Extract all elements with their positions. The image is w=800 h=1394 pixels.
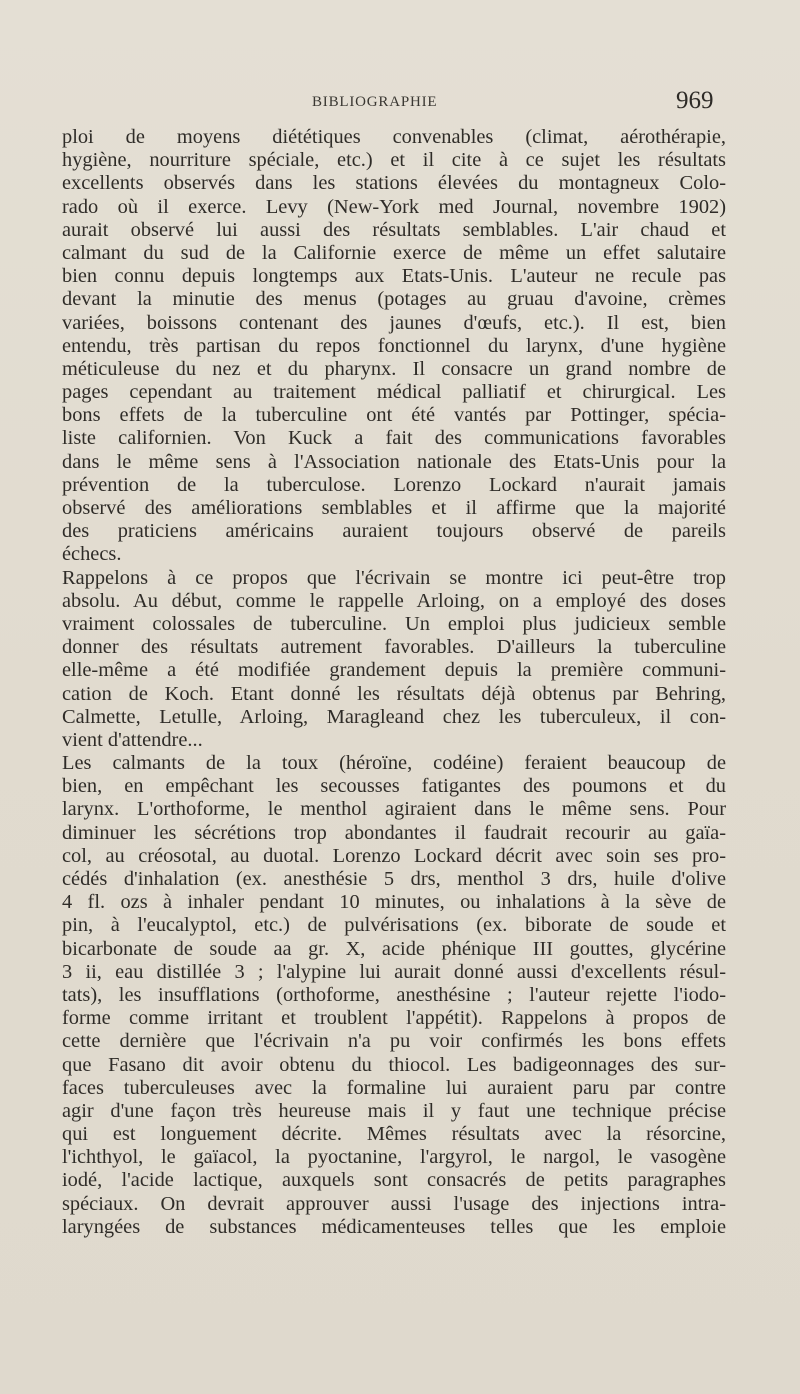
- body-text: [62, 126, 726, 1239]
- text-line: l'ichthyol, le gaïacol, la pyoctanine, l'argyrol, le nargol, le vasogène: [62, 1146, 726, 1169]
- text-line: devant la minutie des menus (potages au gruau d'avoine, crèmes: [62, 288, 726, 311]
- text-line: bicarbonate de soude aa gr. X, acide phénique III gouttes, glycérine: [62, 937, 726, 960]
- text-line: que Fasano dit avoir obtenu du thiocol. Les badigeonnages des sur-: [62, 1053, 726, 1076]
- text-line: hygiène, nourriture spéciale, etc.) et il cite à ce sujet les résultats: [62, 149, 726, 172]
- text-line: iodé, l'acide lactique, auxquels sont consacrés de petits paragraphes: [62, 1169, 726, 1192]
- page-number: 969: [676, 87, 714, 114]
- text-line: des praticiens américains auraient toujours observé de pareils: [62, 520, 726, 543]
- text-line: échecs.: [62, 543, 122, 566]
- text-line: col, au créosotal, au duotal. Lorenzo Lockard décrit avec soin ses pro-: [62, 844, 726, 867]
- text-line: cédés d'inhalation (ex. anesthésie 5 drs, menthol 3 drs, huile d'olive: [62, 868, 726, 890]
- text-line: pin, à l'eucalyptol, etc.) de pulvérisations (ex. biborate de soude et: [62, 914, 726, 937]
- text-line: qui est longuement décrite. Mêmes résultats avec la résorcine,: [62, 1123, 726, 1146]
- text-line: laryngées de substances médicamenteuses telles que les emploie: [62, 1215, 726, 1238]
- text-line: donner des résultats autrement favorables. D'ailleurs la tuberculine: [62, 636, 726, 659]
- text-line: absolu. Au début, comme le rappelle Arloing, on a employé des doses: [62, 589, 726, 612]
- text-line: diminuer les sécrétions trop abondantes il faudrait recourir au gaïa-: [62, 821, 726, 844]
- text-line: 4 fl. ozs à inhaler pendant 10 minutes, ou inhalations à la sève de: [62, 891, 726, 914]
- text-line: ploi de moyens diététiques convenables (climat, aérothérapie,: [62, 126, 726, 148]
- text-line: Rappelons à ce propos que l'écrivain se montre ici peut-être trop: [62, 566, 726, 589]
- text-line: Les calmants de la toux (héroïne, codéine) feraient beaucoup de: [62, 752, 726, 775]
- text-line: 3 ii, eau distillée 3 ; l'alypine lui aurait donné aussi d'excellents résul-: [62, 960, 726, 983]
- text-line: bien, en empêchant les secousses fatigantes des poumons et du: [62, 775, 726, 798]
- text-line: Calmette, Letulle, Arloing, Maragleand chez les tuberculeux, il con-: [62, 705, 726, 728]
- text-line: cation de Koch. Etant donné les résultats déjà obtenus par Behring,: [62, 682, 726, 705]
- running-head: [0, 88, 800, 116]
- text-line: bien connu depuis longtemps aux Etats-Unis. L'auteur ne recule pas: [62, 265, 726, 288]
- text-line: méticuleuse du nez et du pharynx. Il consacre un grand nombre de: [62, 357, 726, 380]
- text-line: vient d'attendre...: [62, 728, 203, 751]
- text-line: calmant du sud de la Californie exerce de même un effet salutaire: [62, 241, 726, 264]
- text-line: pages cependant au traitement médical palliatif et chirurgical. Les: [62, 381, 726, 404]
- text-line: spéciaux. On devrait approuver aussi l'usage des injections intra-: [62, 1192, 726, 1215]
- text-line: rado où il exerce. Levy (New-York med Journal, novembre 1902): [62, 195, 726, 218]
- text-line: cette dernière que l'écrivain n'a pu voir confirmés les bons effets: [62, 1030, 726, 1053]
- text-line: bons effets de la tuberculine ont été vantés par Pottinger, spécia-: [62, 404, 726, 427]
- text-line: liste californien. Von Kuck a fait des communications favorables: [62, 427, 726, 450]
- text-line: tats), les insufflations (orthoforme, anesthésine ; l'auteur rejette l'iodo-: [62, 983, 726, 1006]
- text-line: entendu, très partisan du repos fonctionnel du larynx, d'une hygiène: [62, 334, 726, 357]
- text-line: dans le même sens à l'Association nationale des Etats-Unis pour la: [62, 450, 726, 473]
- text-line: agir d'une façon très heureuse mais il y faut une technique précise: [62, 1099, 726, 1122]
- text-line: aurait observé lui aussi des résultats semblables. L'air chaud et: [62, 218, 726, 241]
- text-line: prévention de la tuberculose. Lorenzo Lockard n'aurait jamais: [62, 473, 726, 496]
- text-line: variées, boissons contenant des jaunes d'œufs, etc.). Il est, bien: [62, 311, 726, 334]
- text-line: faces tuberculeuses avec la formaline lui auraient paru par contre: [62, 1076, 726, 1099]
- text-line: elle-même a été modifiée grandement depuis la première communi-: [62, 659, 726, 682]
- text-line: vraiment colossales de tuberculine. Un emploi plus judicieux semble: [62, 612, 726, 635]
- running-title: BIBLIOGRAPHIE: [312, 94, 438, 110]
- text-line: larynx. L'orthoforme, le menthol agiraient dans le même sens. Pour: [62, 798, 726, 821]
- text-line: observé des améliorations semblables et il affirme que la majorité: [62, 497, 726, 519]
- text-line: excellents observés dans les stations élevées du montagneux Colo-: [62, 172, 726, 195]
- text-line: forme comme irritant et troublent l'appétit). Rappelons à propos de: [62, 1007, 726, 1030]
